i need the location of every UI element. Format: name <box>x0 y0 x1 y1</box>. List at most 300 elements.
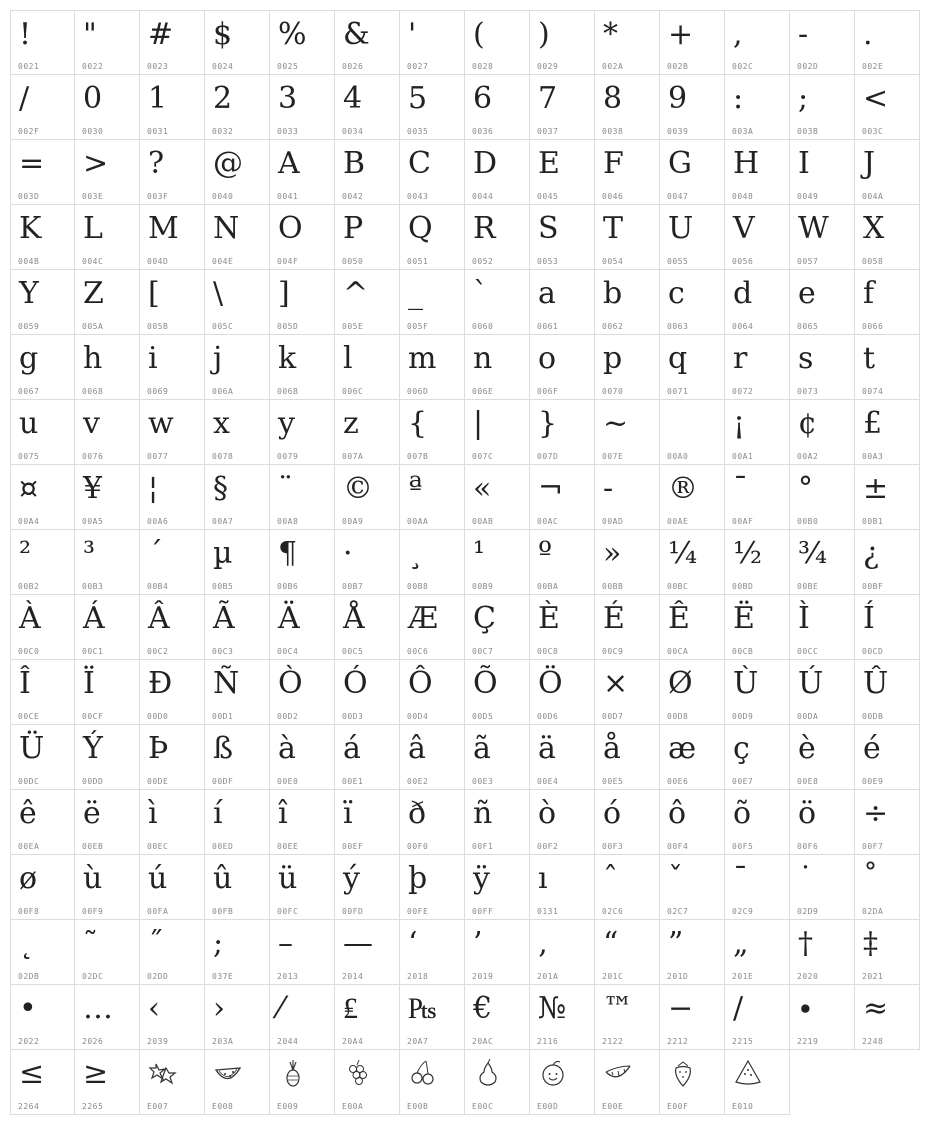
glyph-cell <box>75 140 140 205</box>
glyph-preview: Ô <box>408 666 433 701</box>
glyph-cell <box>790 790 855 855</box>
glyph-cell <box>205 530 270 595</box>
glyph-preview: Ö <box>538 666 563 701</box>
glyph-preview: × <box>603 666 629 701</box>
glyph-cell <box>660 335 725 400</box>
glyph-cell <box>660 75 725 140</box>
glyph-cell <box>725 1050 790 1115</box>
glyph-cell <box>790 855 855 920</box>
glyph-codepoint: 0070 <box>602 387 624 396</box>
glyph-codepoint: 2265 <box>82 1102 104 1111</box>
glyph-codepoint: 002D <box>797 62 819 71</box>
glyph-codepoint: 00B9 <box>472 582 494 591</box>
glyph-codepoint: 00E7 <box>732 777 754 786</box>
glyph-cell <box>595 725 660 790</box>
glyph-preview: ] <box>278 276 290 311</box>
glyph-preview: 7 <box>538 81 558 116</box>
glyph-preview: n <box>473 341 493 376</box>
strawberry-icon <box>668 1058 698 1100</box>
glyph-codepoint: 0058 <box>862 257 884 266</box>
glyph-preview: Y <box>19 276 39 311</box>
glyph-preview: A <box>278 146 300 181</box>
glyph-preview: F <box>603 146 624 181</box>
glyph-cell <box>530 660 595 725</box>
glyph-codepoint: 004A <box>862 192 884 201</box>
glyph-codepoint: 00CB <box>732 647 754 656</box>
glyph-codepoint: 00F7 <box>862 842 884 851</box>
glyph-preview: | <box>473 406 484 441</box>
glyph-preview: a <box>538 276 556 311</box>
glyph-cell <box>855 530 920 595</box>
glyph-cell <box>10 75 75 140</box>
glyph-cell <box>10 725 75 790</box>
glyph-cell <box>530 140 595 205</box>
glyph-codepoint: 02DD <box>147 972 169 981</box>
glyph-codepoint: 00AC <box>537 517 559 526</box>
glyph-cell <box>465 205 530 270</box>
glyph-preview: ã <box>473 731 491 766</box>
glyph-cell <box>725 725 790 790</box>
glyph-codepoint: 00D9 <box>732 712 754 721</box>
glyph-codepoint: 02DC <box>82 972 104 981</box>
glyph-preview: € <box>473 991 493 1026</box>
glyph-preview: þ <box>408 861 428 896</box>
glyph-cell <box>465 725 530 790</box>
glyph-cell <box>790 920 855 985</box>
glyph-codepoint: 00E3 <box>472 777 494 786</box>
glyph-preview: ˛ <box>19 926 34 961</box>
glyph-preview: ¥ <box>83 471 103 506</box>
glyph-cell <box>335 1050 400 1115</box>
glyph-preview: ½ <box>733 536 763 571</box>
glyph-cell <box>465 530 530 595</box>
glyph-preview: ! <box>19 17 32 52</box>
glyph-cell <box>465 10 530 75</box>
glyph-cell <box>335 530 400 595</box>
glyph-codepoint: 0073 <box>797 387 819 396</box>
glyph-codepoint: 0039 <box>667 127 689 136</box>
glyph-cell <box>855 10 920 75</box>
glyph-codepoint: 0056 <box>732 257 754 266</box>
glyph-cell <box>270 920 335 985</box>
glyph-codepoint: 004B <box>18 257 40 266</box>
glyph-preview: ù <box>83 861 103 896</box>
glyph-preview: - <box>603 471 614 506</box>
glyph-codepoint: 00F9 <box>82 907 104 916</box>
glyph-preview: ` <box>473 276 488 311</box>
glyph-cell <box>855 985 920 1050</box>
glyph-codepoint: 0027 <box>407 62 429 71</box>
glyph-cell <box>335 465 400 530</box>
glyph-codepoint: 201A <box>537 972 559 981</box>
glyph-cell <box>725 400 790 465</box>
glyph-codepoint: 003E <box>82 192 104 201</box>
glyph-codepoint: 00F2 <box>537 842 559 851</box>
glyph-preview: Ä <box>278 601 300 636</box>
glyph-preview: ≥ <box>83 1056 109 1091</box>
glyph-cell <box>205 75 270 140</box>
glyph-cell <box>75 10 140 75</box>
glyph-codepoint: 00EA <box>18 842 40 851</box>
glyph-cell <box>400 400 465 465</box>
glyph-cell <box>725 790 790 855</box>
glyph-preview: ; <box>798 81 809 116</box>
glyph-codepoint: 002F <box>18 127 40 136</box>
glyph-cell <box>140 270 205 335</box>
glyph-preview: ’ <box>473 926 483 961</box>
glyph-cell <box>595 335 660 400</box>
glyph-codepoint: 0067 <box>18 387 40 396</box>
glyph-preview: 4 <box>343 81 363 116</box>
glyph-cell <box>10 465 75 530</box>
glyph-preview: } <box>538 406 558 441</box>
glyph-codepoint: 0036 <box>472 127 494 136</box>
glyph-cell <box>335 205 400 270</box>
glyph-preview: é <box>863 731 881 766</box>
glyph-cell <box>335 335 400 400</box>
glyph-preview: ° <box>798 471 813 506</box>
glyph-codepoint: 0049 <box>797 192 819 201</box>
glyph-preview: ä <box>538 731 556 766</box>
glyph-codepoint: 0069 <box>147 387 169 396</box>
glyph-codepoint: 0033 <box>277 127 299 136</box>
melon-slice-icon <box>603 1058 633 1100</box>
glyph-cell <box>465 660 530 725</box>
glyph-preview: ¯ <box>733 471 748 506</box>
glyph-cell <box>400 335 465 400</box>
glyph-cell <box>400 660 465 725</box>
glyph-codepoint: 004D <box>147 257 169 266</box>
glyph-cell <box>270 10 335 75</box>
glyph-preview: = <box>19 146 45 181</box>
glyph-codepoint: 0071 <box>667 387 689 396</box>
glyph-preview: à <box>278 731 296 766</box>
glyph-preview: ˚ <box>863 861 878 896</box>
glyph-preview: Ì <box>798 601 810 636</box>
glyph-cell <box>790 985 855 1050</box>
glyph-preview: ; <box>213 926 224 961</box>
glyph-preview: È <box>538 601 560 636</box>
glyph-preview: > <box>83 146 109 181</box>
glyph-preview: ≈ <box>863 991 889 1026</box>
glyph-preview: b <box>603 276 623 311</box>
glyph-cell <box>400 1050 465 1115</box>
glyph-codepoint: 0059 <box>18 322 40 331</box>
glyph-preview: Î <box>19 666 31 701</box>
glyph-preview: u <box>19 406 39 441</box>
glyph-codepoint: 00AD <box>602 517 624 526</box>
glyph-preview: ? <box>148 146 165 181</box>
glyph-codepoint: 005E <box>342 322 364 331</box>
glyph-cell <box>205 725 270 790</box>
glyph-codepoint: 0064 <box>732 322 754 331</box>
glyph-codepoint: 00DC <box>18 777 40 786</box>
glyph-preview: õ <box>733 796 752 831</box>
glyph-codepoint: 00FE <box>407 907 429 916</box>
glyph-cell <box>530 920 595 985</box>
glyph-preview: ⁄ <box>278 991 284 1026</box>
glyph-cell <box>465 140 530 205</box>
glyph-cell <box>465 335 530 400</box>
glyph-cell <box>140 855 205 920</box>
glyph-codepoint: 2122 <box>602 1037 624 1046</box>
glyph-codepoint: 00DA <box>797 712 819 721</box>
glyph-cell <box>855 920 920 985</box>
glyph-preview: i <box>148 341 158 376</box>
glyph-preview: À <box>19 601 41 636</box>
glyph-codepoint: E010 <box>732 1102 754 1111</box>
glyph-cell <box>595 790 660 855</box>
glyph-cell <box>465 1050 530 1115</box>
glyph-preview: ® <box>668 471 698 506</box>
glyph-codepoint: 00D1 <box>212 712 234 721</box>
glyph-preview: ¿ <box>863 536 880 571</box>
glyph-preview: ˆ <box>603 861 618 896</box>
glyph-codepoint: 2039 <box>147 1037 169 1046</box>
glyph-preview: s <box>798 341 814 376</box>
glyph-cell <box>530 465 595 530</box>
glyph-cell <box>270 140 335 205</box>
glyph-preview: — <box>343 926 373 961</box>
glyph-preview: † <box>798 926 813 961</box>
glyph-preview: Â <box>148 601 170 636</box>
glyph-codepoint: 00A3 <box>862 452 884 461</box>
glyph-cell <box>10 790 75 855</box>
glyph-codepoint: 02D9 <box>797 907 819 916</box>
glyph-preview: Ã <box>213 601 235 636</box>
glyph-codepoint: 0032 <box>212 127 234 136</box>
glyph-preview: & <box>343 17 370 52</box>
glyph-codepoint: 2264 <box>18 1102 40 1111</box>
glyph-preview: Ü <box>19 731 45 766</box>
glyph-codepoint: 005C <box>212 322 234 331</box>
glyph-cell <box>270 205 335 270</box>
glyph-preview: ‹ <box>148 991 160 1026</box>
glyph-cell <box>205 920 270 985</box>
glyph-codepoint: 00F0 <box>407 842 429 851</box>
glyph-codepoint: 005A <box>82 322 104 331</box>
glyph-preview: É <box>603 601 625 636</box>
glyph-cell <box>75 530 140 595</box>
glyph-codepoint: 0074 <box>862 387 884 396</box>
glyph-preview: R <box>473 211 496 246</box>
glyph-cell <box>595 985 660 1050</box>
glyph-preview: k <box>278 341 297 376</box>
glyph-codepoint: 005D <box>277 322 299 331</box>
glyph-cell <box>790 530 855 595</box>
pineapple-icon <box>278 1058 308 1100</box>
glyph-cell <box>75 855 140 920</box>
glyph-cell <box>855 855 920 920</box>
glyph-codepoint: 007E <box>602 452 624 461</box>
glyph-preview: T <box>603 211 624 246</box>
glyph-preview: [ <box>148 276 160 311</box>
glyph-codepoint: 00ED <box>212 842 234 851</box>
glyph-cell <box>790 335 855 400</box>
glyph-codepoint: 00B5 <box>212 582 234 591</box>
glyph-cell <box>10 400 75 465</box>
glyph-preview: V <box>733 211 755 246</box>
glyph-cell <box>660 530 725 595</box>
glyph-codepoint: 00CF <box>82 712 104 721</box>
glyph-preview: h <box>83 341 103 376</box>
glyph-cell <box>335 790 400 855</box>
glyph-cell <box>400 985 465 1050</box>
glyph-codepoint: E008 <box>212 1102 234 1111</box>
glyph-preview: Ù <box>733 666 759 701</box>
glyph-codepoint: 0076 <box>82 452 104 461</box>
glyph-cell <box>855 270 920 335</box>
glyph-codepoint: 005F <box>407 322 429 331</box>
glyph-codepoint: 0037 <box>537 127 559 136</box>
glyph-codepoint: 00F8 <box>18 907 40 916</box>
glyph-preview: ö <box>798 796 817 831</box>
glyph-codepoint: 2021 <box>862 972 884 981</box>
glyph-cell <box>595 595 660 660</box>
glyph-codepoint: 0029 <box>537 62 559 71</box>
glyph-codepoint: 00A4 <box>18 517 40 526</box>
glyph-preview: Ð <box>148 666 173 701</box>
glyph-codepoint: 00B1 <box>862 517 884 526</box>
glyph-codepoint: 2212 <box>667 1037 689 1046</box>
glyph-codepoint: E00E <box>602 1102 624 1111</box>
glyph-cell <box>595 660 660 725</box>
glyph-preview: Ñ <box>213 666 240 701</box>
glyph-preview: ¦ <box>148 471 159 506</box>
glyph-cell <box>660 205 725 270</box>
glyph-cell <box>270 660 335 725</box>
glyph-codepoint: 00FA <box>147 907 169 916</box>
glyph-codepoint: 00DE <box>147 777 169 786</box>
glyph-preview: ( <box>473 17 485 52</box>
glyph-cell <box>335 985 400 1050</box>
glyph-cell <box>335 920 400 985</box>
glyph-preview: " <box>83 17 97 52</box>
glyph-preview: ‘ <box>408 926 418 961</box>
glyph-cell <box>530 855 595 920</box>
glyph-codepoint: 2219 <box>797 1037 819 1046</box>
glyph-codepoint: 02C9 <box>732 907 754 916</box>
glyph-cell <box>465 270 530 335</box>
glyph-preview: ø <box>19 861 38 896</box>
glyph-codepoint: 002C <box>732 62 754 71</box>
glyph-codepoint: 0057 <box>797 257 819 266</box>
glyph-codepoint: 00AF <box>732 517 754 526</box>
glyph-preview: û <box>213 861 233 896</box>
glyph-codepoint: 00D8 <box>667 712 689 721</box>
glyph-cell <box>855 595 920 660</box>
glyph-cell <box>465 985 530 1050</box>
glyph-preview: ¸ <box>408 536 423 571</box>
glyph-preview: - <box>798 17 809 52</box>
glyph-preview: ñ <box>473 796 493 831</box>
pear-icon <box>473 1058 503 1100</box>
glyph-cell <box>205 1050 270 1115</box>
glyph-codepoint: 2018 <box>407 972 429 981</box>
glyph-preview: o <box>538 341 557 376</box>
glyph-cell <box>530 10 595 75</box>
glyph-cell <box>10 140 75 205</box>
glyph-cell <box>270 335 335 400</box>
glyph-cell <box>725 855 790 920</box>
glyph-cell <box>140 920 205 985</box>
glyph-cell <box>270 790 335 855</box>
glyph-codepoint: 00DD <box>82 777 104 786</box>
glyph-preview: _ <box>408 276 423 311</box>
glyph-codepoint: 0041 <box>277 192 299 201</box>
glyph-codepoint: 00E5 <box>602 777 624 786</box>
glyph-codepoint: 005B <box>147 322 169 331</box>
glyph-cell <box>270 985 335 1050</box>
glyph-cell <box>270 400 335 465</box>
glyph-preview: ˇ <box>668 861 683 896</box>
glyph-preview: ÷ <box>863 796 889 831</box>
glyph-cell <box>530 335 595 400</box>
glyph-codepoint: 00E2 <box>407 777 429 786</box>
glyph-codepoint: 00D0 <box>147 712 169 721</box>
glyph-preview: ë <box>83 796 101 831</box>
glyph-preview: ì <box>148 796 158 831</box>
glyph-cell <box>530 530 595 595</box>
glyph-preview: » <box>603 536 622 571</box>
glyph-codepoint: 2014 <box>342 972 364 981</box>
glyph-codepoint: 00FB <box>212 907 234 916</box>
glyph-codepoint: 00A0 <box>667 452 689 461</box>
glyph-codepoint: 00CD <box>862 647 884 656</box>
glyph-codepoint: 0051 <box>407 257 429 266</box>
glyph-preview: º <box>538 536 553 571</box>
glyph-codepoint: 007B <box>407 452 429 461</box>
glyph-cell <box>140 985 205 1050</box>
glyph-cell <box>10 1050 75 1115</box>
glyph-codepoint: 0028 <box>472 62 494 71</box>
glyph-cell <box>10 10 75 75</box>
glyph-preview: Ë <box>733 601 755 636</box>
glyph-codepoint: 00E6 <box>667 777 689 786</box>
watermelon-slice-icon <box>213 1058 243 1100</box>
glyph-cell <box>140 140 205 205</box>
glyph-preview: p <box>603 341 623 376</box>
glyph-preview: Ø <box>668 666 693 701</box>
glyph-codepoint: 20AC <box>472 1037 494 1046</box>
glyph-cell <box>660 400 725 465</box>
glyph-codepoint: 004F <box>277 257 299 266</box>
glyph-codepoint: 00C3 <box>212 647 234 656</box>
glyph-codepoint: 00BD <box>732 582 754 591</box>
glyph-preview: í <box>213 796 223 831</box>
glyph-cell <box>530 400 595 465</box>
glyph-preview: · <box>343 536 353 571</box>
glyph-preview: Á <box>83 601 105 636</box>
glyph-cell <box>400 725 465 790</box>
glyph-preview: j <box>213 341 223 376</box>
glyph-codepoint: 00D4 <box>407 712 429 721</box>
cherries-icon <box>408 1058 438 1100</box>
glyph-preview: ˜ <box>83 926 98 961</box>
glyph-cell <box>855 725 920 790</box>
glyph-preview: f <box>863 276 875 311</box>
glyph-preview: t <box>863 341 876 376</box>
glyph-codepoint: 0048 <box>732 192 754 201</box>
glyph-codepoint: 00C9 <box>602 647 624 656</box>
glyph-cell <box>400 10 465 75</box>
glyph-codepoint: 00E9 <box>862 777 884 786</box>
glyph-codepoint: 2020 <box>797 972 819 981</box>
glyph-cell <box>790 10 855 75</box>
glyph-preview: ¡ <box>733 406 746 441</box>
glyph-preview: ´ <box>148 536 163 571</box>
glyph-cell <box>335 270 400 335</box>
